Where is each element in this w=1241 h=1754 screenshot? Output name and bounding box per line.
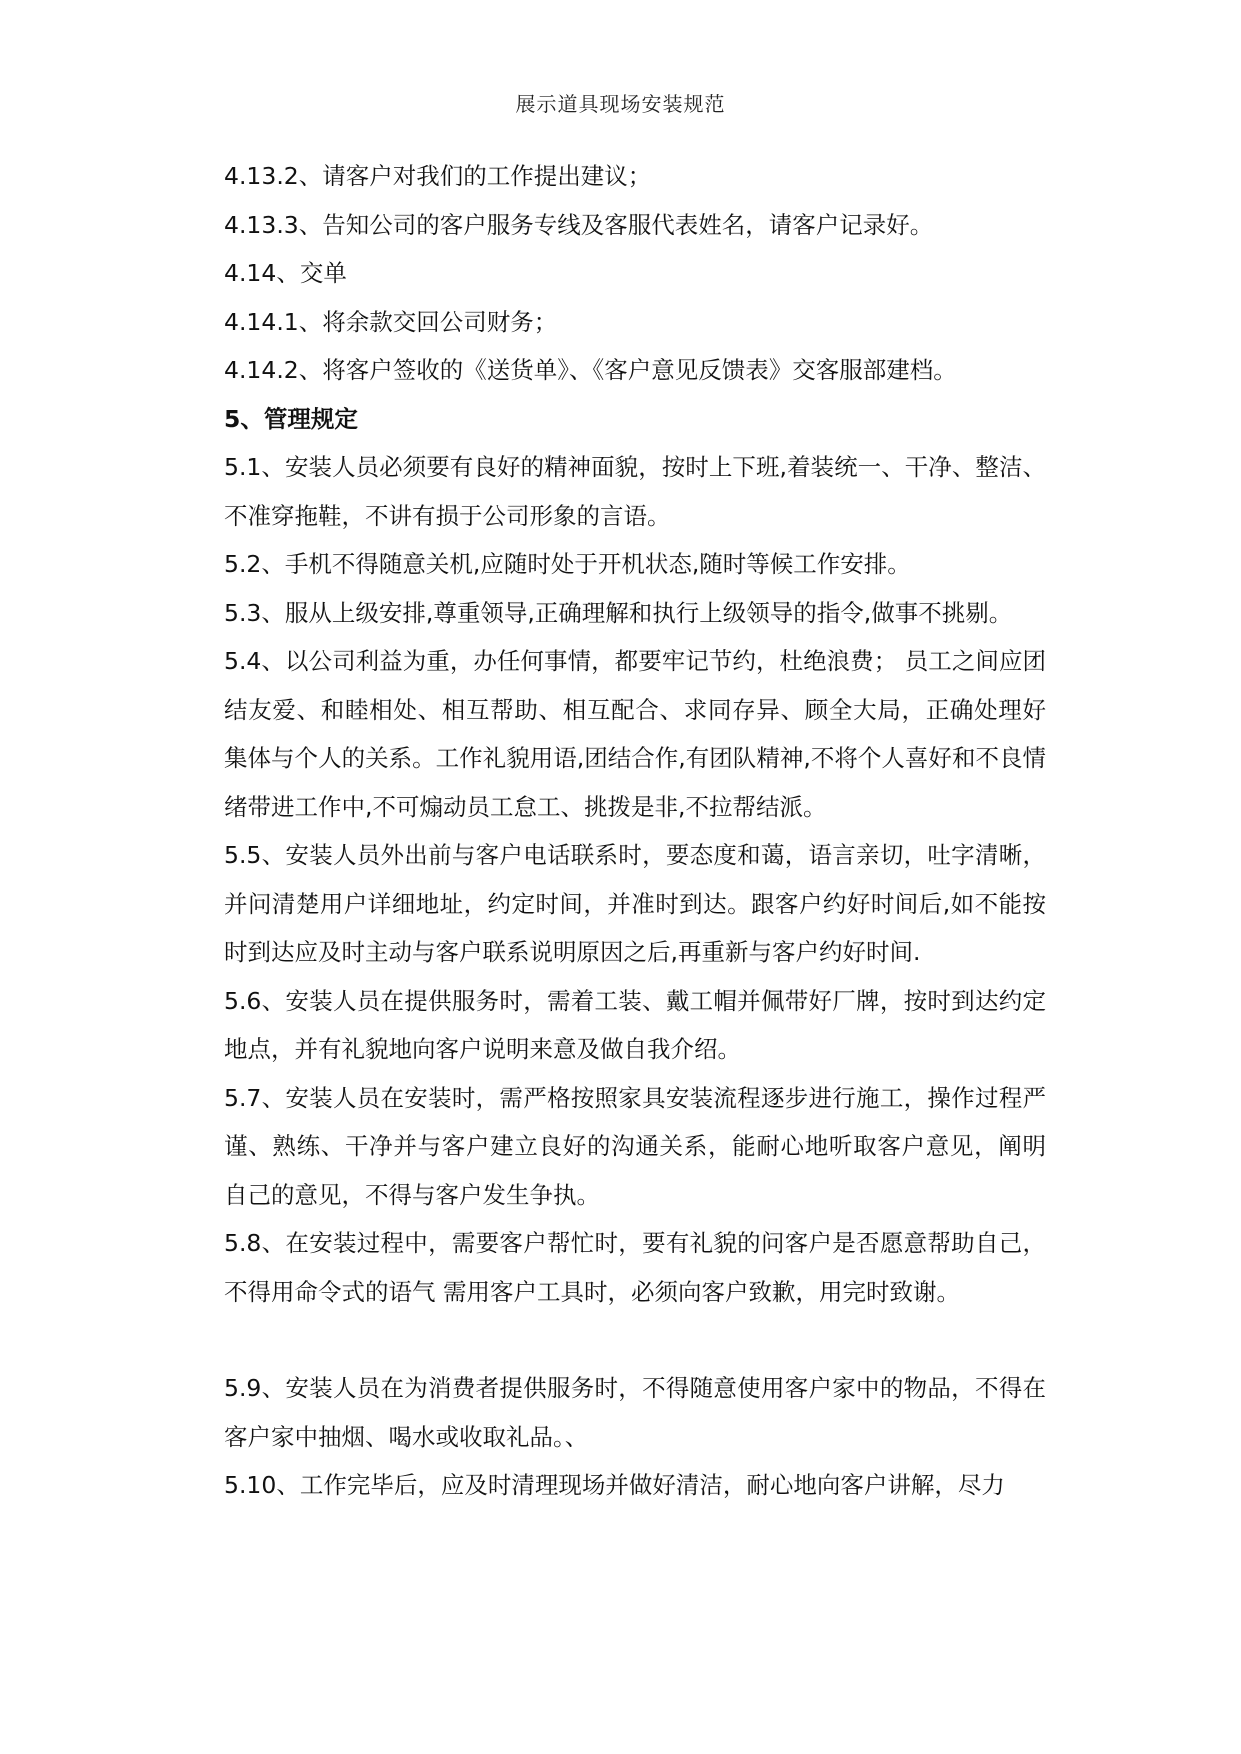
paragraph-5-1: 5.1、安装人员必须要有良好的精神面貌，按时上下班,着装统一、干净、整洁、不准穿拖鞋，不讲有损于公司形象的言语。 <box>224 453 1046 530</box>
paragraph-5-3: 5.3、服从上级安排,尊重领导,正确理解和执行上级领导的指令,做事不挑剔。 <box>224 598 1013 627</box>
paragraph-5-4: 5.4、以公司利益为重，办任何事情，都要牢记节约，杜绝浪费； 员工之间应团结友爱、和睦相处、相互帮助、相互配合、求同存异、顾全大局，正确处理好集体与个人的关系。工作礼貌用语,团结合作,有团队精神,不将个人喜好和不良情绪带进工作中,不可煽动员工怠工、挑拨是非,不拉帮结派。 <box>224 647 1046 821</box>
paragraph-5-7: 5.7、安装人员在安装时，需严格按照家具安装流程逐步进行施工，操作过程严谨、熟练、干净并与客户建立良好的沟通关系，能耐心地听取客户意见，阐明自己的意见，不得与客户发生争执。 <box>224 1083 1046 1209</box>
paragraph-5-2: 5.2、手机不得随意关机,应随时处于开机状态,随时等候工作安排。 <box>224 550 911 578</box>
section-heading-5: 5、管理规定 <box>224 404 358 433</box>
paragraph-5-5: 5.5、安装人员外出前与客户电话联系时，要态度和蔼，语言亲切，吐字清晰，并问清楚用户详细地址，约定时间，并准时到达。跟客户约好时间后,如不能按时到达应及时主动与客户联系说明原因之后,再重新与客户约好时间. <box>224 841 1046 966</box>
paragraph-4-14-1: 4.14.1、将余款交回公司财务； <box>224 307 558 336</box>
paragraph-4-14-2: 4.14.2、将客户签收的《送货单》、《客户意见反馈表》交客服部建档。 <box>224 356 957 384</box>
paragraph-5-6: 5.6、安装人员在提供服务时，需着工装、戴工帽并佩带好厂牌，按时到达约定地点，并有礼貌地向客户说明来意及做自我介绍。 <box>224 986 1046 1063</box>
paragraph-4-14: 4.14、交单 <box>224 259 347 287</box>
document-body <box>224 152 1046 1510</box>
paragraph-5-10: 5.10、工作完毕后，应及时清理现场并做好清洁，耐心地向客户讲解，尽力 <box>224 1471 1005 1499</box>
paragraph-4-13-2: 4.13.2、请客户对我们的工作提出建议； <box>224 162 652 190</box>
page-header-title: 展示道具现场安装规范 <box>515 92 726 116</box>
paragraph-5-8: 5.8、在安装过程中，需要客户帮忙时，要有礼貌的问客户是否愿意帮助自己，不得用命令式的语气 需用客户工具时，必须向客户致歉，用完时致谢。 <box>224 1229 1046 1306</box>
paragraph-4-13-3: 4.13.3、告知公司的客户服务专线及客服代表姓名，请客户记录好。 <box>224 210 934 239</box>
paragraph-5-9: 5.9、安装人员在为消费者提供服务时，不得随意使用客户家中的物品，不得在客户家中抽烟、喝水或收取礼品。、 <box>224 1374 1046 1451</box>
